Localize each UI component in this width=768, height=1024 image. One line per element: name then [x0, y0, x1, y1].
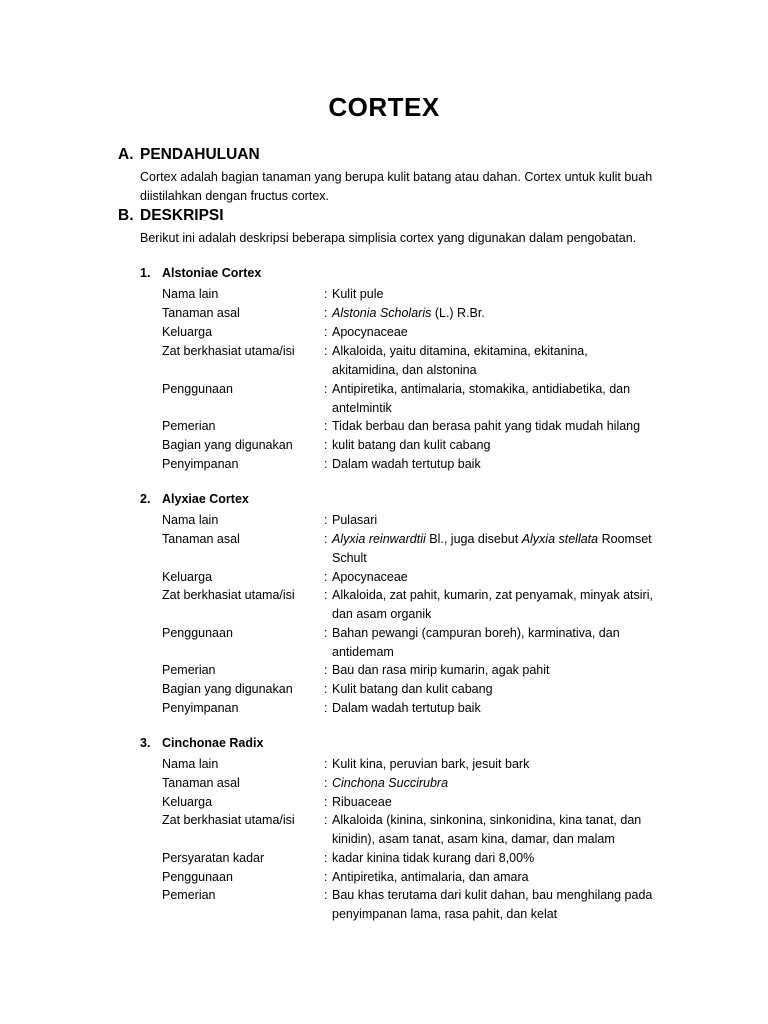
row-label: Zat berkhasiat utama/isi: [162, 344, 295, 358]
value-line: Alkaloida, yaitu ditamina, ekitamina, ekitanina,: [332, 344, 588, 358]
row-colon: :: [324, 795, 328, 809]
row-label: Penggunaan: [162, 382, 233, 396]
value-line: antelmintik: [332, 401, 392, 415]
row-value: Kulit pule: [332, 287, 384, 301]
row-label: Pemerian: [162, 419, 216, 433]
value-line: antidemam: [332, 645, 394, 659]
value-line: Alkaloida, zat pahit, kumarin, zat penyamak, minyak atsiri,: [332, 588, 653, 602]
row-colon: :: [324, 532, 328, 546]
value-text: Bl., juga disebut: [425, 532, 522, 546]
row-value: [332, 304, 672, 323]
row-label: Bagian yang digunakan: [162, 438, 293, 452]
row-label: Bagian yang digunakan: [162, 682, 293, 696]
row-value: [332, 624, 672, 662]
row-label: Pemerian: [162, 888, 216, 902]
row-colon: :: [324, 306, 328, 320]
row-value: Kulit batang dan kulit cabang: [332, 682, 493, 696]
row-label: Penyimpanan: [162, 701, 239, 715]
row-label: Nama lain: [162, 287, 219, 301]
row-colon: :: [324, 344, 328, 358]
value-line: Alkaloida (kinina, sinkonina, sinkonidina, kina tanat, dan: [332, 813, 642, 827]
item-name: Alstoniae Cortex: [162, 266, 262, 280]
item-1-heading: [140, 266, 261, 280]
row-colon: :: [324, 663, 328, 677]
row-colon: :: [324, 382, 328, 396]
row-colon: :: [324, 287, 328, 301]
row-value: Antipiretika, antimalaria, dan amara: [332, 870, 529, 884]
row-value: [332, 886, 672, 924]
row-label: Pemerian: [162, 663, 216, 677]
row-colon: :: [324, 682, 328, 696]
row-colon: :: [324, 588, 328, 602]
row-value: Tidak berbau dan berasa pahit yang tidak mudah hilang: [332, 419, 641, 433]
item-3-heading: [140, 736, 263, 750]
row-colon: :: [324, 457, 328, 471]
row-value: Apocynaceae: [332, 570, 408, 584]
item-number: 3.: [140, 736, 151, 750]
row-value: [332, 380, 672, 418]
species-name: Cinchona Succirubra: [332, 776, 449, 790]
value-line: [332, 530, 672, 549]
row-label: Penyimpanan: [162, 457, 239, 471]
row-label: Tanaman asal: [162, 776, 240, 790]
row-value: Bau dan rasa mirip kumarin, agak pahit: [332, 663, 550, 677]
item-2-heading: [140, 492, 249, 506]
section-a-paragraph: [140, 168, 680, 206]
section-b-intro: Berikut ini adalah deskripsi beberapa simplisia cortex yang digunakan dalam pengobatan.: [140, 231, 637, 245]
value-line: akitamidina, dan alstonina: [332, 363, 477, 377]
row-value: Dalam wadah tertutup baik: [332, 457, 481, 471]
item-number: 1.: [140, 266, 151, 280]
section-a-heading: [118, 146, 260, 164]
species-name: Alstonia Scholaris: [332, 306, 432, 320]
row-colon: :: [324, 870, 328, 884]
item-number: 2.: [140, 492, 151, 506]
row-label: Nama lain: [162, 513, 219, 527]
row-value: Kulit kina, peruvian bark, jesuit bark: [332, 757, 530, 771]
row-value: [332, 342, 672, 380]
section-b-title: DESKRIPSI: [140, 207, 224, 224]
row-label: Zat berkhasiat utama/isi: [162, 813, 295, 827]
row-value: kadar kinina tidak kurang dari 8,00%: [332, 851, 535, 865]
row-label: Persyaratan kadar: [162, 851, 265, 865]
row-label: Tanaman asal: [162, 532, 240, 546]
row-colon: :: [324, 888, 328, 902]
row-label: Penggunaan: [162, 626, 233, 640]
section-b-letter: B.: [118, 207, 134, 224]
species-name: Alyxia reinwardtii: [332, 532, 426, 546]
section-a-title: PENDAHULUAN: [140, 146, 260, 163]
value-line: Antipiretika, antimalaria, stomakika, antidiabetika, dan: [332, 382, 631, 396]
paragraph-line: diistilahkan dengan fructus cortex.: [140, 189, 329, 203]
row-colon: :: [324, 325, 328, 339]
row-colon: :: [324, 513, 328, 527]
row-label: Tanaman asal: [162, 306, 240, 320]
paragraph-line: Cortex adalah bagian tanaman yang berupa kulit batang atau dahan. Cortex untuk kulit buah: [140, 170, 653, 184]
row-colon: :: [324, 757, 328, 771]
value-line: kinidin), asam tanat, asam kina, damar, dan malam: [332, 832, 615, 846]
row-value: Ribuaceae: [332, 795, 392, 809]
row-colon: :: [324, 626, 328, 640]
page-title: CORTEX: [328, 92, 440, 122]
row-label: Keluarga: [162, 570, 213, 584]
row-label: Keluarga: [162, 325, 213, 339]
section-a-letter: A.: [118, 146, 134, 163]
row-value: [332, 530, 672, 568]
value-line: penyimpanan lama, rasa pahit, dan kelat: [332, 907, 558, 921]
author-abbrev: (L.) R.Br.: [431, 306, 485, 320]
row-value: kulit batang dan kulit cabang: [332, 438, 491, 452]
row-value: [332, 586, 672, 624]
row-colon: :: [324, 438, 328, 452]
row-colon: :: [324, 851, 328, 865]
item-name: Cinchonae Radix: [162, 736, 264, 750]
row-colon: :: [324, 701, 328, 715]
row-colon: :: [324, 813, 328, 827]
species-name: Alyxia stellata: [521, 532, 599, 546]
row-colon: :: [324, 570, 328, 584]
row-value: [332, 811, 672, 849]
row-label: Penggunaan: [162, 870, 233, 884]
section-b-heading: [118, 207, 224, 225]
row-value: Apocynaceae: [332, 325, 408, 339]
row-value: [332, 774, 672, 793]
value-text: Roomset: [598, 532, 652, 546]
row-label: Nama lain: [162, 757, 219, 771]
row-value: Pulasari: [332, 513, 378, 527]
item-name: Alyxiae Cortex: [162, 492, 249, 506]
row-value: Dalam wadah tertutup baik: [332, 701, 481, 715]
row-label: Zat berkhasiat utama/isi: [162, 588, 295, 602]
row-label: Keluarga: [162, 795, 213, 809]
value-line: Bahan pewangi (campuran boreh), karminativa, dan: [332, 626, 620, 640]
row-colon: :: [324, 776, 328, 790]
value-line: Schult: [332, 551, 367, 565]
value-line: Bau khas terutama dari kulit dahan, bau menghilang pada: [332, 888, 653, 902]
value-line: dan asam organik: [332, 607, 432, 621]
row-colon: :: [324, 419, 328, 433]
